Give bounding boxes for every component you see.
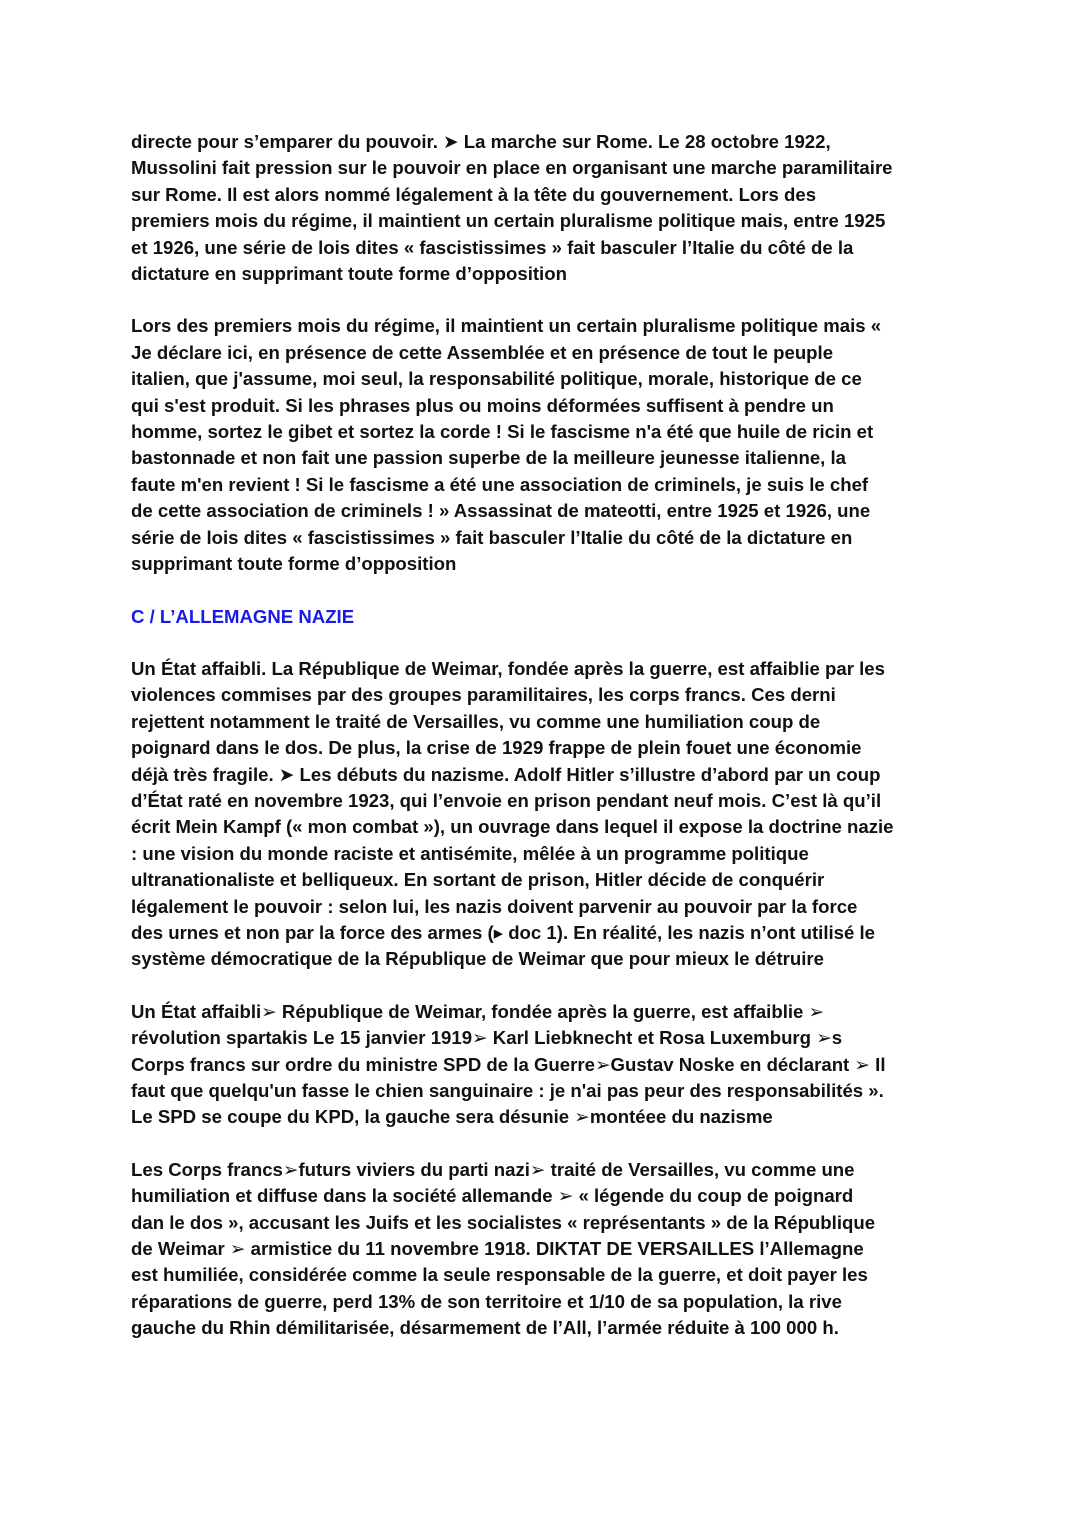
paragraph-discours-mussolini: Lors des premiers mois du régime, il maintient un certain pluralisme politique mais « Je déclare ici, en présence de cette Assemblée et en présence de tout le peuple italien, que j'assume, moi seul, la responsabilité politique, morale, historique de ce qui s'est produit. Si les phrases plus ou moins déformées suffisent à pendre un homme, sortez le gibet et sortez la corde ! Si le fascisme n'a été que huile de ricin et bastonnade et non fait une passion superbe de la meilleure jeunesse italienne, la faute m'en revient ! Si le fascisme a été une association de criminels, je suis le chef de cette association de criminels ! » Assassinat de mateotti, entre 1925 et 1926, une série de lois dites « fascistissimes » fait basculer l’Italie du côté de la dictature en supprimant toute forme d’opposition (131, 315, 882, 575)
section-heading: C / L’ALLEMAGNE NAZIE (131, 605, 355, 627)
paragraph-republique-weimar: Un État affaibli➢ République de Weimar, fondée après la guerre, est affaiblie ➢ révolution spartakis Le 15 janvier 1919➢ Karl Liebknecht et Rosa Luxemburg ➢s Corps francs sur ordre du ministre SPD de la Guerre➢Gustav Noske en déclarant ➢ Il faut que quelqu'un fasse le chien sanguinaire : je n'ai pas peur des responsabilités ». Le SPD se coupe du KPD, la gauche sera désunie ➢montéee du nazisme (131, 1000, 886, 1128)
paragraph-etat-affaibli: Un État affaibli. La République de Weimar, fondée après la guerre, est affaiblie par les violences commises par des groupes paramilitaires, les corps francs. Ces derni rejettent notamment le traité de Versailles, vu comme une humiliation coup de poignard dans le dos. De plus, la crise de 1929 frappe de plein fouet une économie déjà très fragile. ➤ Les débuts du nazisme. Adolf Hitler s’illustre d’abord par un coup d’État raté en novembre 1923, qui l’envoie en prison pendant neuf mois. C’est là qu’il écrit Mein Kampf (« mon combat »), un ouvrage dans lequel il expose la doctrine nazie : une vision du monde raciste et antisémite, mêlée à un programme politique ultranationaliste et belliqueux. En sortant de prison, Hitler décide de conquérir légalement le pouvoir : selon lui, les nazis doivent parvenir au pouvoir par la force des urnes et non par la force des armes (▸ doc 1). En réalité, les nazis n’ont utilisé le système démocratique de la République de Weimar que pour mieux le détruire (131, 657, 894, 970)
document-page (131, 129, 956, 1368)
paragraph-corps-francs: Les Corps francs➢futurs viviers du parti nazi➢ traité de Versailles, vu comme une humiliation et diffuse dans la société allemande ➢ « légende du coup de poignard dan le dos », accusant les Juifs et les socialistes « représentants » de la République de Weimar ➢ armistice du 11 novembre 1918. DIKTAT DE VERSAILLES l’Allemagne est humiliée, considérée comme la seule responsable de la guerre, et doit payer les réparations de guerre, perd 13% de son territoire et 1/10 de sa population, la rive gauche du Rhin démilitarisée, désarmement de l’All, l’armée réduite à 100 000 h. (131, 1158, 876, 1339)
paragraph-marche-sur-rome: directe pour s’emparer du pouvoir. ➤ La marche sur Rome. Le 28 octobre 1922, Mussolini fait pression sur le pouvoir en place en organisant une marche paramilitaire sur Rome. Il est alors nommé légalement à la tête du gouvernement. Lors des premiers mois du régime, il maintient un certain pluralisme politique mais, entre 1925 et 1926, une série de lois dites « fascistissimes » fait basculer l’Italie du côté de la dictature en supprimant toute forme d’opposition (131, 131, 893, 285)
